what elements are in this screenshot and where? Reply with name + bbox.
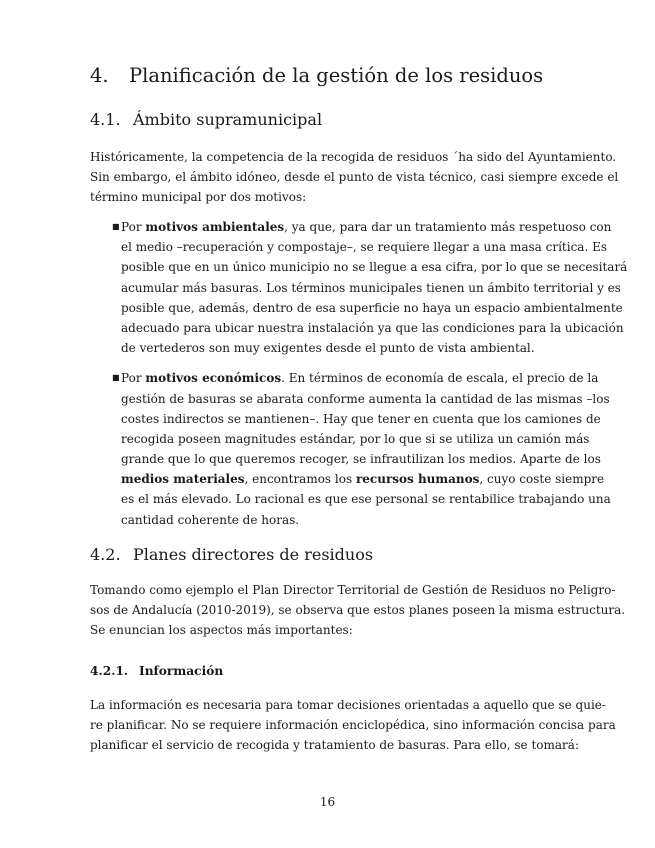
text-line: grande que lo que queremos recoger, se infrautilizan los medios. Aparte de los: [121, 452, 601, 467]
bullet-list: [90, 217, 628, 530]
text-line: adecuado para ubicar nuestra instalación ya que las condiciones para la ubicación: [121, 320, 624, 335]
text-line: costes indirectos se mantienen–. Hay que tener en cuenta que los camiones de: [121, 411, 601, 426]
text-line: cantidad coherente de horas.: [121, 512, 300, 527]
text-line: planificar el servicio de recogida y tratamiento de basuras. Para ello, se tomará:: [90, 738, 579, 753]
chapter-heading: [90, 64, 543, 87]
bold-term: motivos económicos: [145, 371, 282, 386]
chapter-title: Planificación de la gestión de los residuos: [129, 64, 544, 87]
bullet-item-ambientales: [90, 217, 628, 358]
paragraph-4-2-1-body: [90, 695, 616, 756]
section-title: Ámbito supramunicipal: [133, 110, 323, 129]
text-line: Tomando como ejemplo el Plan Director Territorial de Gestión de Residuos no Peligro-: [90, 583, 616, 597]
text-line: re planificar. No se requiere información enciclopédica, sino información concisa para: [90, 718, 616, 733]
text-line: Históricamente, la competencia de la recogida de residuos ´ha sido del Ayuntamiento.: [90, 150, 617, 164]
text-line: recogida poseen magnitudes estándar, por lo que si se utiliza un camión más: [121, 431, 590, 446]
bold-term: medios materiales: [121, 472, 245, 487]
section-number: 4.1.: [90, 110, 121, 129]
paragraph-4-1-intro: [90, 147, 619, 208]
text-line: Se enuncian los aspectos más importantes:: [90, 623, 353, 638]
section-title: Planes directores de residuos: [133, 545, 374, 564]
text-line: acumular más basuras. Los términos municipales tienen un ámbito territorial y es: [121, 280, 621, 295]
text-line: Sin embargo, el ámbito idóneo, desde el punto de vista técnico, casi siempre excede el: [90, 170, 619, 185]
bullet-icon: ■: [112, 222, 120, 231]
section-number: 4.2.: [90, 545, 121, 564]
bold-term: motivos ambientales: [145, 220, 285, 234]
paragraph-4-2-intro: [90, 580, 626, 641]
text-line: medios materiales, encontramos los recursos humanos, cuyo coste siempre: [121, 472, 605, 487]
bullet-item-economicos: [90, 368, 611, 530]
text-line: gestión de basuras se abarata conforme aumenta la cantidad de las mismas –los: [121, 391, 610, 406]
subsection-heading-4-2-1: [90, 664, 223, 678]
section-heading-4-1: [90, 110, 322, 129]
section-heading-4-2: [90, 545, 373, 564]
subsection-title: Información: [139, 664, 224, 678]
text-line: el medio –recuperación y compostaje–, se requiere llegar a una masa crítica. Es: [121, 240, 607, 255]
bullet-icon: ■: [112, 373, 120, 383]
text-line: La información es necesaria para tomar decisiones orientadas a aquello que se quie-: [90, 698, 606, 712]
text-line: término municipal por dos motivos:: [90, 190, 307, 205]
text-line: Por motivos ambientales, ya que, para dar un tratamiento más respetuoso con: [121, 220, 612, 234]
text-line: posible que en un único municipio no se llegue a esa cifra, por lo que se necesitará: [121, 260, 628, 275]
text-line: posible que, además, dentro de esa superficie no haya un espacio ambientalmente: [121, 300, 623, 315]
text-line: sos de Andalucía (2010-2019), se observa que estos planes poseen la misma estructura.: [90, 603, 626, 618]
text-line: Por motivos económicos. En términos de economía de escala, el precio de la: [121, 371, 599, 386]
bold-term: recursos humanos: [355, 472, 480, 487]
text-line: es el más elevado. Lo racional es que ese personal se rentabilice trabajando una: [121, 492, 611, 507]
subsection-number: 4.2.1.: [90, 664, 129, 678]
page-number: 16: [319, 795, 336, 809]
chapter-number: 4.: [90, 64, 109, 87]
text-line: de vertederos son muy exigentes desde el punto de vista ambiental.: [121, 341, 535, 356]
